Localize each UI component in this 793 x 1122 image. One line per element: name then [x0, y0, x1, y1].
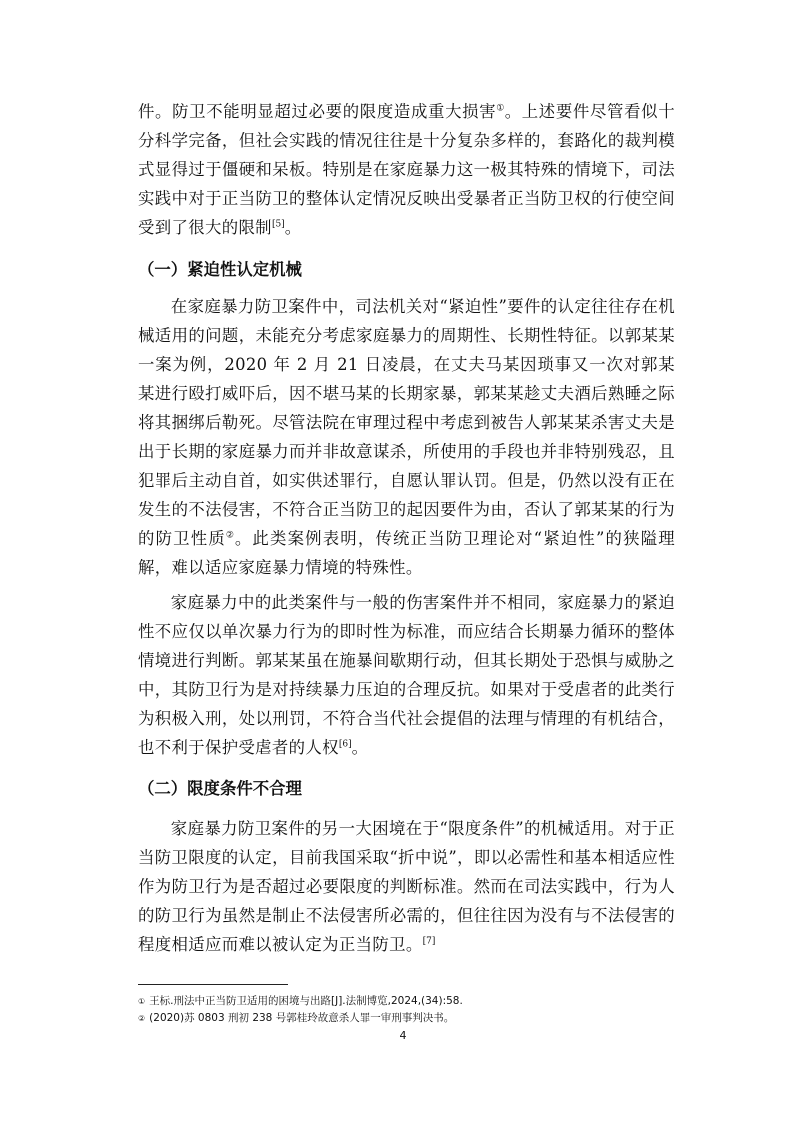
- footnote-1: [138, 993, 678, 1010]
- paragraph-2-body: [138, 292, 675, 582]
- footnote-1-mark: ①: [138, 997, 146, 1006]
- footnote-2-mark: ②: [138, 1014, 146, 1023]
- paragraph-3-text-end: 。: [351, 738, 369, 757]
- citation-ref-6[interactable]: [6]: [338, 739, 352, 750]
- paragraph-2-text: 在家庭暴力防卫案件中，司法机关对“紧迫性”要件的认定往往存在机械适用的问题，未能充分考虑家庭暴力的周期性、长期性特征。以郭某某一案为例，2020 年 2 月 21 日凌晨，在丈夫马某因琐事又一次对郭某某进行殴打威吓后，因不堪马某的长期家暴，郭某某趁丈夫酒后熟睡之际将其捆绑后勒死。尽管法院在审理过程中考虑到被告人郭某某杀害丈夫是出于长期的家庭暴力而并非故意谋杀，所使用的手段也并非特别残忍，且犯罪后主动自首，如实供述罪行，自愿认罪认罚。但是，仍然以没有正在发生的不法侵害，不符合正当防卫的起因要件为由，否认了郭某某的行为的防卫性质: [138, 297, 675, 548]
- section-heading-1: （一）紧迫性认定机械: [138, 260, 302, 279]
- paragraph-1-body: [138, 97, 675, 242]
- paragraph-3-body: [138, 588, 675, 762]
- footnote-2: [138, 1010, 678, 1027]
- paragraph-4: [138, 814, 675, 959]
- footnote-2-text: (2020)苏 0803 刑初 238 号郭桂玲故意杀人罪一审刑事判决书。: [149, 1012, 455, 1024]
- paragraph-2: [138, 292, 675, 582]
- paragraph-1-text: 件。防卫不能明显超过必要的限度造成重大损害: [138, 102, 497, 121]
- section-heading-2: （二）限度条件不合理: [138, 779, 302, 798]
- paragraph-3: [138, 588, 675, 762]
- paragraph-3-text: 家庭暴力中的此类案件与一般的伤害案件并不相同，家庭暴力的紧迫性不应仅以单次暴力行为的即时性为标准，而应结合长期暴力循环的整体情境进行判断。郭某某虽在施暴间歇期行动，但其长期处于恐惧与威胁之中，其防卫行为是对持续暴力压迫的合理反抗。如果对于受虐者的此类行为积极入刑，处以刑罚，不符合当代社会提倡的法理与情理的有机结合，也不利于保护受虐者的人权: [138, 593, 675, 757]
- citation-ref-5[interactable]: [5]: [271, 219, 285, 230]
- page-number: 4: [399, 1029, 407, 1042]
- footnote-ref-2[interactable]: ②: [225, 530, 235, 541]
- paragraph-1-text-end: 。: [284, 218, 302, 237]
- paragraph-4-body: [138, 814, 675, 959]
- paragraph-1-text-after: 。上述要件尽管看似十分科学完备，但社会实践的情况往往是十分复杂多样的，套路化的裁判模式显得过于僵硬和呆板。特别是在家庭暴力这一极其特殊的情境下，司法实践中对于正当防卫的整体认定情况反映出受暴者正当防卫权的行使空间受到了很大的限制: [138, 102, 675, 237]
- footnote-ref-1[interactable]: ①: [496, 103, 505, 114]
- paragraph-4-text: 家庭暴力防卫案件的另一大困境在于“限度条件”的机械适用。对于正当防卫限度的认定，目前我国采取“折中说”，即以必需性和基本相适应性作为防卫行为是否超过必要限度的判断标准。然而在司法实践中，行为人的防卫行为虽然是制止不法侵害所必需的，但往往因为没有与不法侵害的程度相适应而难以被认定为正当防卫。: [138, 819, 675, 954]
- paragraph-2-text-after: 。此类案例表明，传统正当防卫理论对“紧迫性”的狭隘理解，难以适应家庭暴力情境的特殊性。: [138, 529, 676, 577]
- footnote-divider: [138, 984, 288, 985]
- citation-ref-7[interactable]: [7]: [422, 936, 436, 947]
- footnote-1-text: 王标.刑法中正当防卫适用的困境与出路[J].法制博览,2024,(34):58.: [149, 995, 463, 1007]
- footnotes: [138, 993, 678, 1027]
- paragraph-1: [138, 97, 675, 242]
